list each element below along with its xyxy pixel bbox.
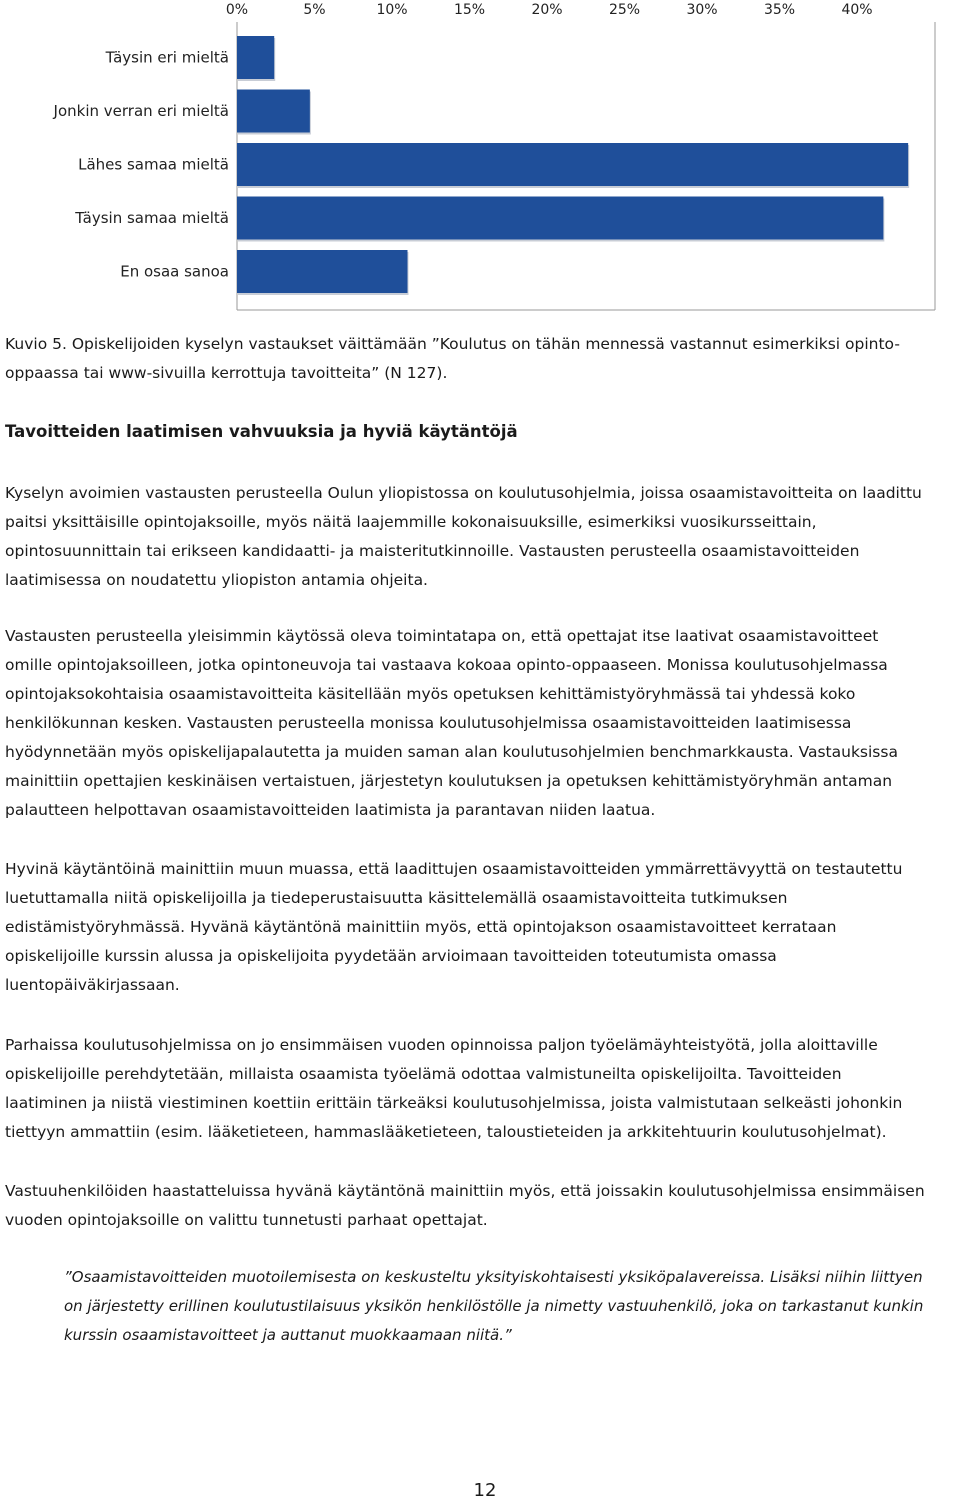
x-tick-label: 0%	[225, 2, 249, 18]
x-tick-label: 5%	[303, 2, 326, 18]
category-label: Lähes samaa mieltä	[78, 155, 229, 174]
bar-chart	[0, 0, 960, 320]
paragraph-line: henkilökunnan kesken. Vastausten perusteella monissa koulutusohjelmissa osaamistavoitteiden laatimisessa	[5, 714, 852, 732]
paragraph-line: opiskelijoille perehdytetään, millaista osaamista työelämä odottaa valmistuneilta opiskelijoilta. Tavoitteiden	[5, 1065, 842, 1083]
x-tick-label: 30%	[686, 2, 718, 18]
caption-line: oppaassa tai www-sivuilla kerrottuja tavoitteita” (N 127).	[5, 364, 448, 382]
paragraph-line: Parhaissa koulutusohjelmissa on jo ensimmäisen vuoden opinnoissa paljon työelämäyhteistyötä, jolla aloittaville	[5, 1036, 878, 1054]
x-tick-label: 20%	[531, 2, 563, 18]
paragraph-line: opiskelijoille kurssin alussa ja opiskelijoita pyydetään arvioimaan tavoitteiden toteutumista omassa	[5, 947, 777, 965]
bar	[237, 197, 883, 240]
paragraph	[5, 1031, 957, 1147]
bar	[237, 143, 908, 186]
paragraph-line: palautteen helpottavan osaamistavoitteiden laatimista ja parantavan niiden laatua.	[5, 801, 656, 819]
paragraph-line: Kyselyn avoimien vastausten perusteella Oulun yliopistossa on koulutusohjelmia, joissa osaamistavoitteita on laadittu	[5, 484, 922, 502]
paragraph-line: omille opintojaksoilleen, jotka opintoneuvoja tai vastaava kokoaa opinto-oppaaseen. Monissa koulutusohjelmassa	[5, 656, 888, 674]
quote-line: ”Osaamistavoitteiden muotoilemisesta on keskusteltu yksityiskohtaisesti yksiköpalavereissa. Lisäksi niihin liittyen	[64, 1268, 923, 1286]
paragraph-line: Hyvinä käytäntöinä mainittiin muun muassa, että laadittujen osaamistavoitteiden ymmärrettävyyttä on testautettu	[5, 860, 903, 878]
x-tick-label: 10%	[376, 2, 408, 18]
paragraph-line: luentopäiväkirjassaan.	[5, 976, 180, 994]
paragraph-line: opintosuunnittain tai erikseen kandidaatti- ja maisteritutkinnoille. Vastausten perusteella osaamistavoitteiden	[5, 542, 860, 560]
paragraph-line: paitsi yksittäisille opintojaksoille, myös näitä laajemmille kokonaisuuksille, esimerkiksi vuosikursseittain,	[5, 513, 817, 531]
paragraph-line: edistämistyöryhmässä. Hyvänä käytäntönä mainittiin myös, että opintojakson osaamistavoitteet kerrataan	[5, 918, 837, 936]
bar-chart-svg	[0, 0, 960, 320]
x-tick-label: 25%	[608, 2, 641, 18]
bar	[237, 250, 408, 293]
block-quote	[64, 1263, 954, 1350]
paragraph-line: hyödynnetään myös opiskelijapalautetta ja muiden saman alan koulutusohjelmien benchmarkkausta. Vastauksissa	[5, 743, 898, 761]
x-tick-label: 40%	[841, 2, 873, 18]
category-label: Täysin eri mieltä	[105, 48, 229, 67]
caption-line: Kuvio 5. Opiskelijoiden kyselyn vastaukset väittämään ”Koulutus on tähän mennessä vastannut esimerkiksi opinto-	[5, 335, 900, 353]
category-label: Täysin samaa mieltä	[75, 209, 229, 227]
quote-line: kurssin osaamistavoitteet ja auttanut muokkaamaan niitä.”	[64, 1326, 512, 1344]
paragraph	[5, 1177, 957, 1235]
category-label: En osaa sanoa	[120, 262, 229, 281]
paragraph	[5, 622, 957, 825]
paragraph-line: laatiminen ja niistä viestiminen koettiin erittäin tärkeäksi koulutusohjelmissa, joista valmistutaan selkeästi johonkin	[5, 1094, 903, 1112]
bar	[237, 36, 274, 79]
x-tick-label: 35%	[763, 2, 796, 18]
paragraph-line: mainittiin opettajien keskinäisen vertaistuen, järjestetyn koulutuksen ja opetuksen kehittämistyöryhmän antaman	[5, 772, 893, 790]
paragraph-line: Vastausten perusteella yleisimmin käytössä oleva toimintatapa on, että opettajat itse laativat osaamistavoitteet	[5, 627, 879, 645]
page-number: 12	[473, 1480, 497, 1501]
paragraph-line: vuoden opintojaksoille on valittu tunnetusti parhaat opettajat.	[5, 1211, 488, 1229]
quote-line: on järjestetty erillinen koulutustilaisuus yksikön henkilöstölle ja nimetty vastuuhenkilö, joka on tarkastanut kunkin	[64, 1297, 924, 1315]
paragraph-line: luetuttamalla niitä opiskelijoilla ja tiedeperustaisuutta käsittelemällä osaamistavoitteita tutkimuksen	[5, 889, 788, 907]
paragraph	[5, 855, 957, 1000]
paragraph-line: Vastuuhenkilöiden haastatteluissa hyvänä käytäntönä mainittiin myös, että joissakin koulutusohjelmissa ensimmäisen	[5, 1182, 925, 1200]
x-tick-label: 15%	[453, 2, 486, 18]
paragraph	[5, 479, 957, 595]
bar	[237, 90, 310, 133]
category-label: Jonkin verran eri mieltä	[53, 102, 229, 120]
section-heading: Tavoitteiden laatimisen vahvuuksia ja hyviä käytäntöjä	[5, 422, 518, 441]
paragraph-line: tiettyyn ammattiin (esim. lääketieteen, hammaslääketieteen, taloustieteiden ja arkkitehtuurin koulutusohjelmat).	[5, 1123, 887, 1141]
figure-caption	[5, 330, 957, 388]
paragraph-line: opintojaksokohtaisia osaamistavoitteita käsitellään myös opetuksen kehittämistyöryhmässä tai yhdessä koko	[5, 685, 856, 703]
paragraph-line: laatimisessa on noudatettu yliopiston antamia ohjeita.	[5, 571, 428, 589]
